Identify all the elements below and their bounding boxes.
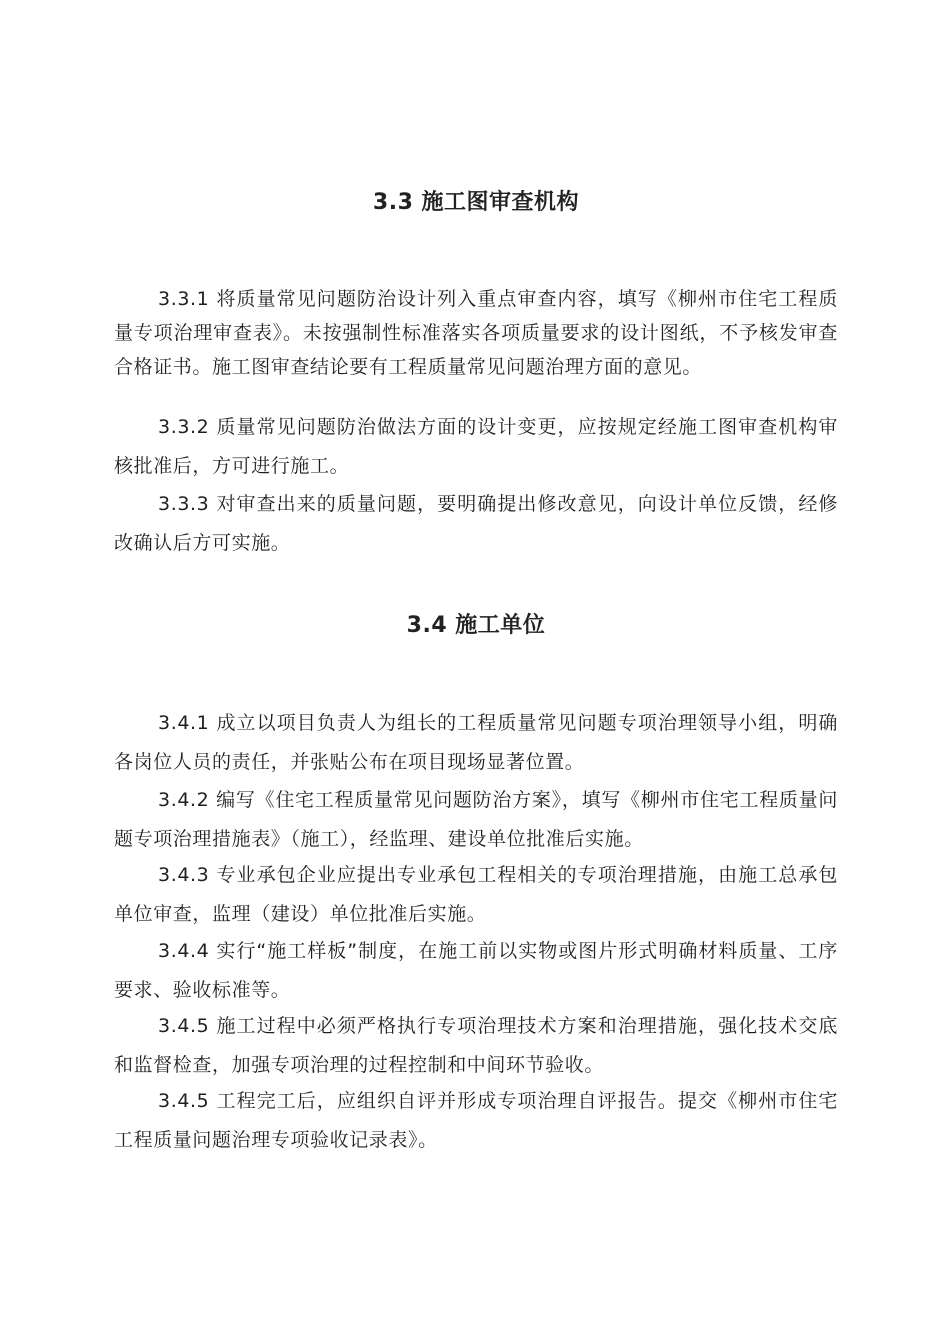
- paragraph-text: 3.4.4 实行“施工样板”制度，在施工前以实物或图片形式明确材料质量、工序要求、验收标准等。: [114, 940, 838, 1001]
- paragraph-text: 3.3.1 将质量常见问题防治设计列入重点审查内容，填写《柳州市住宅工程质量专项治理审查表》。未按强制性标准落实各项质量要求的设计图纸，不予核发审查合格证书。施工图审查结论要有工程质量常见问题治理方面的意见。: [114, 288, 838, 378]
- section-title-3-3: 3.3 施工图审查机构: [372, 190, 580, 215]
- paragraph-text: 3.3.3 对审查出来的质量问题，要明确提出修改意见，向设计单位反馈，经修改确认后方可实施。: [114, 493, 838, 554]
- paragraph-3-3-3: [114, 485, 838, 563]
- paragraph-3-4-5-b: [114, 1082, 838, 1160]
- paragraph-text: 3.4.5 施工过程中必须严格执行专项治理技术方案和治理措施，强化技术交底和监督检查，加强专项治理的过程控制和中间环节验收。: [114, 1015, 838, 1076]
- paragraph-3-3-1: [114, 282, 838, 384]
- paragraph-3-3-2: [114, 408, 838, 486]
- paragraph-3-4-1: [114, 704, 838, 782]
- paragraph-text: 3.4.5 工程完工后，应组织自评并形成专项治理自评报告。提交《柳州市住宅工程质量问题治理专项验收记录表》。: [114, 1090, 838, 1151]
- paragraph-3-4-5-a: [114, 1007, 838, 1085]
- section-title-3-4: 3.4 施工单位: [406, 613, 546, 638]
- paragraph-text: 3.4.1 成立以项目负责人为组长的工程质量常见问题专项治理领导小组，明确各岗位人员的责任，并张贴公布在项目现场显著位置。: [114, 712, 838, 773]
- paragraph-text: 3.4.3 专业承包企业应提出专业承包工程相关的专项治理措施，由施工总承包单位审查，监理（建设）单位批准后实施。: [114, 864, 838, 925]
- paragraph-3-4-3: [114, 856, 838, 934]
- paragraph-text: 3.4.2 编写《住宅工程质量常见问题防治方案》，填写《柳州市住宅工程质量问题专项治理措施表》（施工），经监理、建设单位批准后实施。: [114, 789, 838, 850]
- paragraph-3-4-2: [114, 781, 838, 859]
- paragraph-3-4-4: [114, 932, 838, 1010]
- paragraph-text: 3.3.2 质量常见问题防治做法方面的设计变更，应按规定经施工图审查机构审核批准后，方可进行施工。: [114, 416, 838, 477]
